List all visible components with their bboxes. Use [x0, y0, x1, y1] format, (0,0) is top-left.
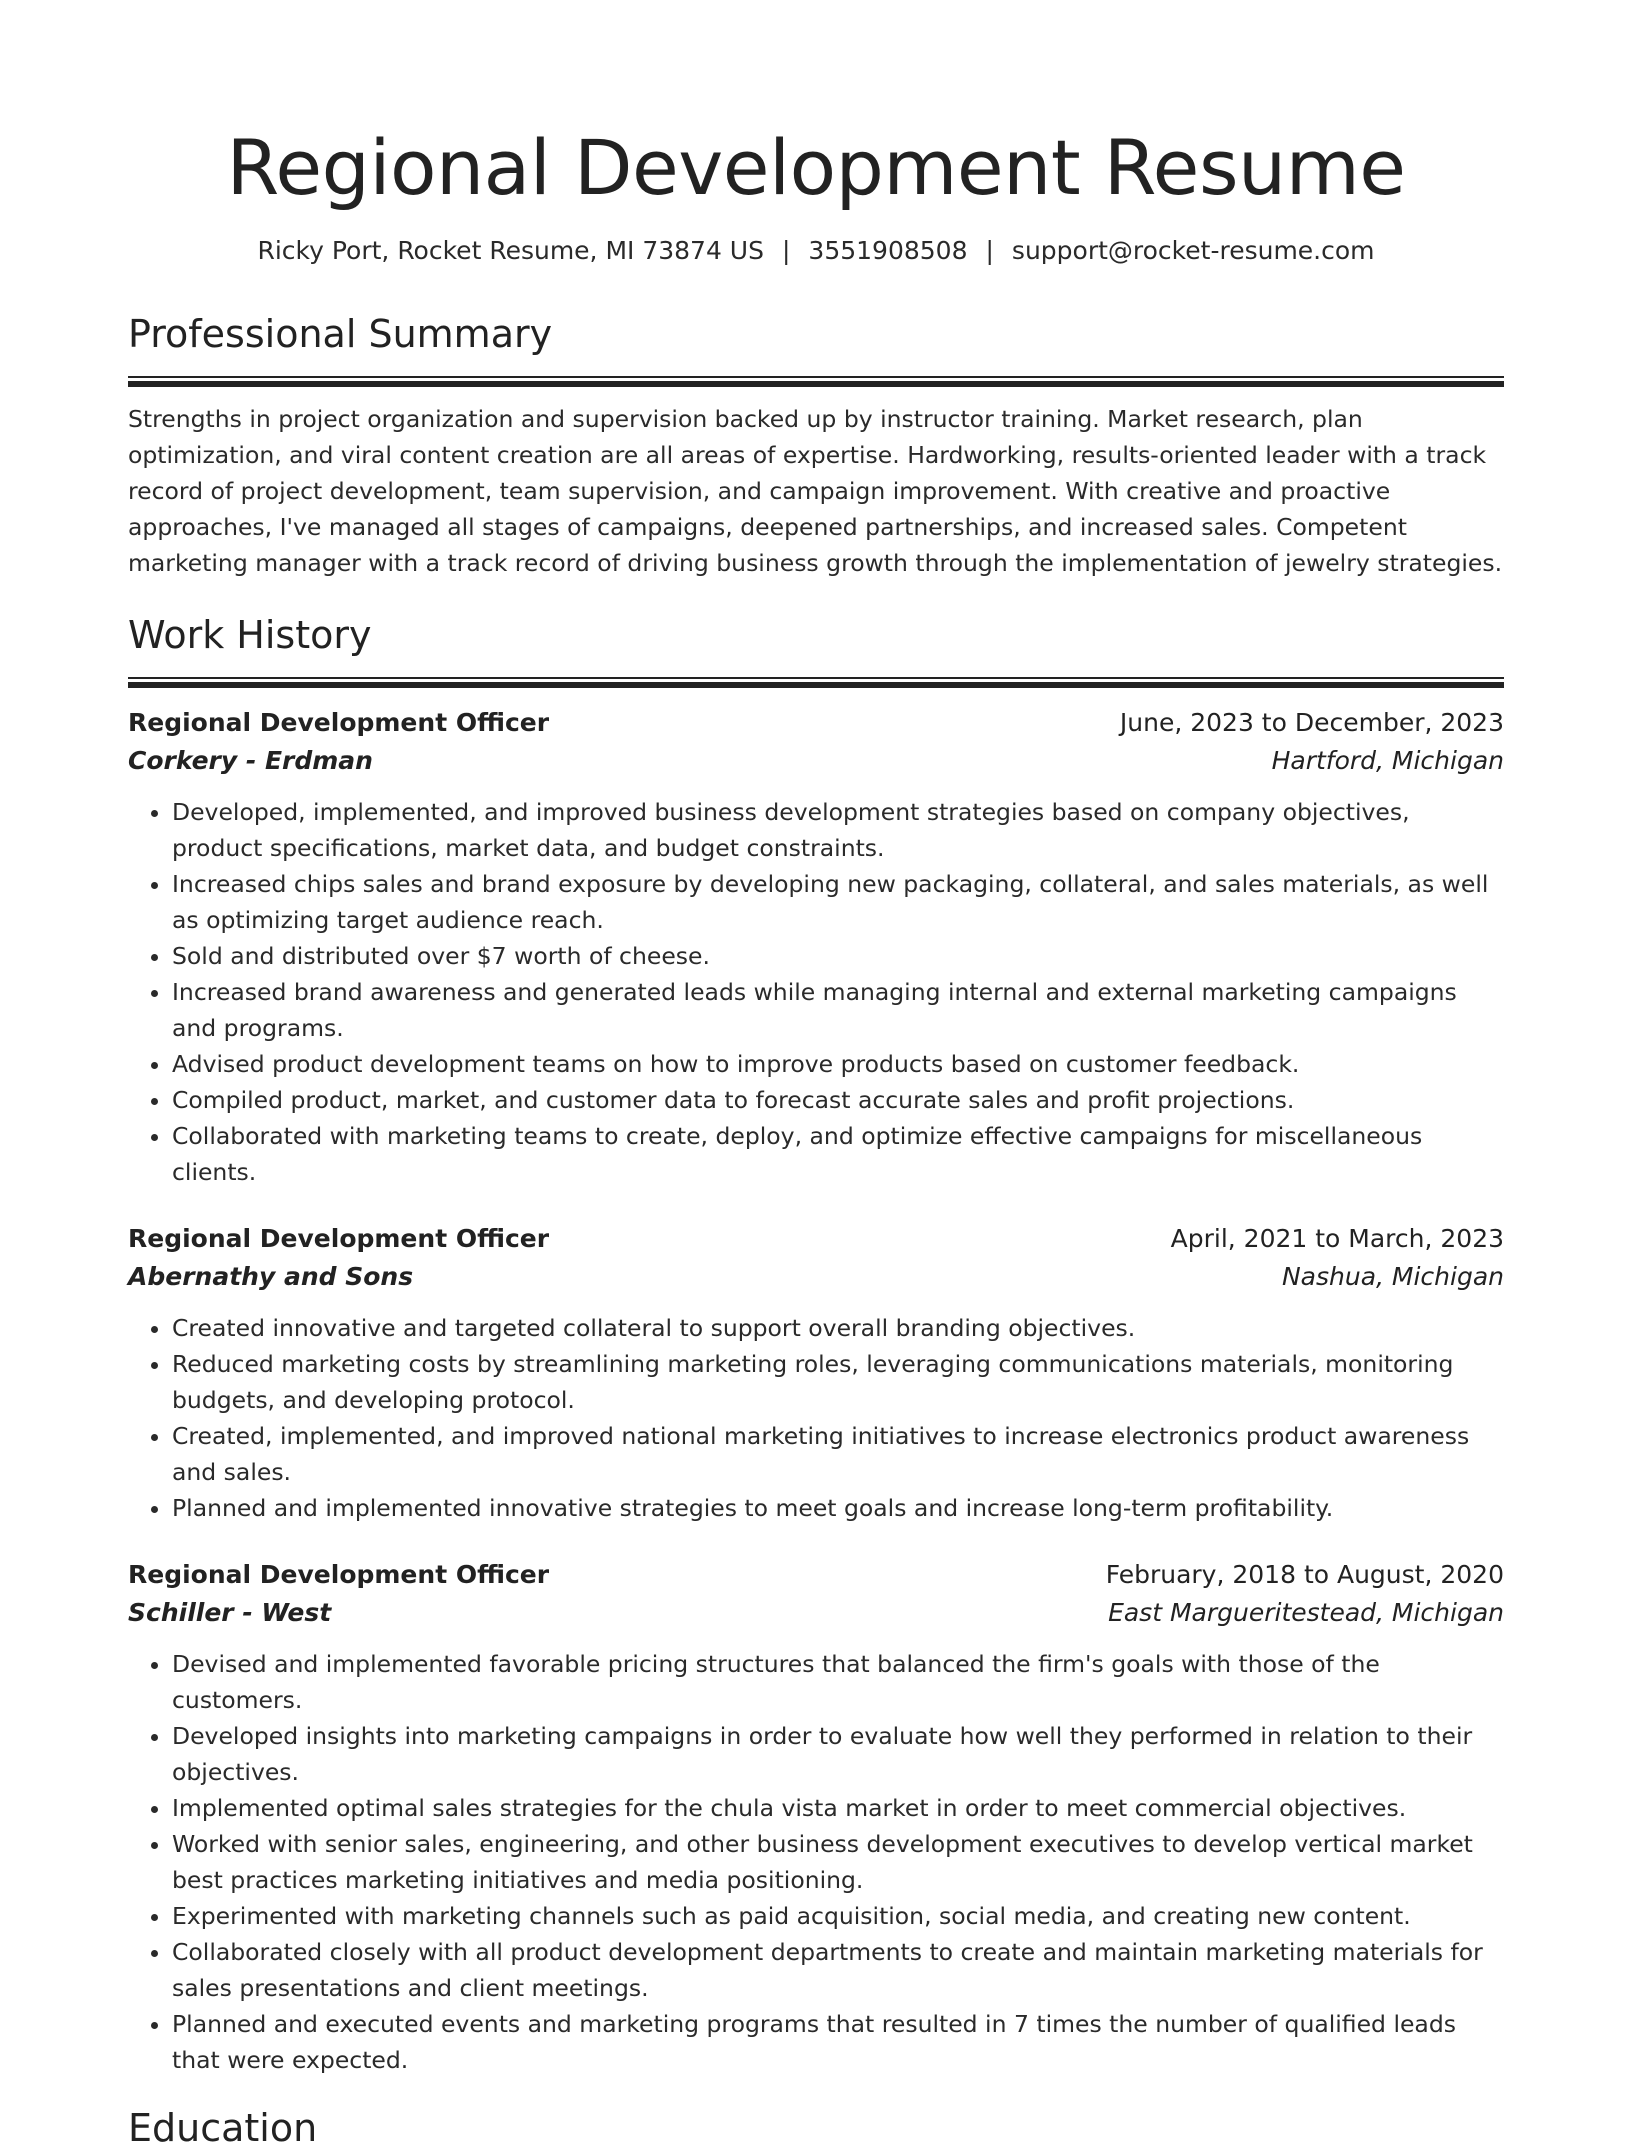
job-title: Regional Development Officer [128, 1560, 550, 1589]
job-location: Nashua, Michigan [1281, 1262, 1504, 1291]
job-bullet: • Worked with senior sales, engineering, and other business development executives to develop vertical market best practices marketing initiatives and media positioning. [172, 1826, 1504, 1898]
job-bullet: • Experimented with marketing channels such as paid acquisition, social media, and creating new content. [172, 1898, 1504, 1934]
education-heading: Education [128, 2106, 318, 2150]
contact-phone: 3551908508 [808, 236, 968, 265]
job-location: East Margueritestead, Michigan [1108, 1598, 1504, 1627]
job-company: Abernathy and Sons [128, 1262, 414, 1291]
job-bullet: • Increased chips sales and brand exposure by developing new packaging, collateral, and sales materials, as well as optimizing target audience reach. [172, 866, 1504, 938]
summary-heading: Professional Summary [128, 312, 553, 356]
page-title: Regional Development Resume [226, 123, 1406, 212]
job-header-row [128, 1220, 1504, 1258]
contact-address: Ricky Port, Rocket Resume, MI 73874 US [257, 236, 764, 265]
job-header-row [128, 1556, 1504, 1594]
job-bullet: • Planned and executed events and marketing programs that resulted in 7 times the number of qualified leads that were expected. [172, 2006, 1504, 2078]
job-dates: February, 2018 to August, 2020 [1105, 1560, 1504, 1589]
job-bullet: • Advised product development teams on how to improve products based on customer feedback. [172, 1046, 1504, 1082]
job-bullet: • Created innovative and targeted collateral to support overall branding objectives. [172, 1310, 1504, 1346]
work-history-section [128, 611, 1504, 2078]
job-bullet: • Collaborated closely with all product development departments to create and maintain marketing materials for sales presentations and client meetings. [172, 1934, 1504, 2006]
job-bullet: • Increased brand awareness and generated leads while managing internal and external marketing campaigns and programs. [172, 974, 1504, 1046]
resume-page [128, 0, 1504, 2152]
summary-section [128, 310, 1504, 581]
job-bullet: • Developed insights into marketing campaigns in order to evaluate how well they performed in relation to their objectives. [172, 1718, 1504, 1790]
job-company-row [128, 1258, 1504, 1296]
job-bullet: • Created, implemented, and improved national marketing initiatives to increase electronics product awareness and sales. [172, 1418, 1504, 1490]
job-entry [128, 1556, 1504, 2078]
job-bullet: • Devised and implemented favorable pricing structures that balanced the firm's goals with those of the customers. [172, 1646, 1504, 1718]
job-company-row [128, 1594, 1504, 1632]
section-divider [128, 677, 1504, 688]
contact-separator: | [985, 236, 994, 265]
job-bullet: • Sold and distributed over $7 worth of cheese. [172, 938, 1504, 974]
job-bullet: • Reduced marketing costs by streamlining marketing roles, leveraging communications materials, monitoring budgets, and developing protocol. [172, 1346, 1504, 1418]
job-dates: June, 2023 to December, 2023 [1119, 708, 1504, 737]
summary-text: Strengths in project organization and supervision backed up by instructor training. Market research, plan optimization, and viral content creation are all areas of expertise. Hardworking, results-oriented leader with a track record of project development, team supervision, and campaign improvement. With creative and proactive approaches, I've managed all stages of campaigns, deepened partnerships, and increased sales. Competent marketing manager with a track record of driving business growth through the implementation of jewelry strategies. [128, 405, 1503, 577]
job-title: Regional Development Officer [128, 1224, 550, 1253]
job-dates: April, 2021 to March, 2023 [1170, 1224, 1504, 1253]
education-section [128, 2104, 1504, 2152]
job-bullet: • Planned and implemented innovative strategies to meet goals and increase long-term profitability. [172, 1490, 1504, 1526]
work-history-heading: Work History [128, 613, 372, 657]
job-bullet: • Compiled product, market, and customer data to forecast accurate sales and profit projections. [172, 1082, 1504, 1118]
job-location: Hartford, Michigan [1271, 746, 1504, 775]
job-bullets [128, 794, 1504, 1190]
job-header-row [128, 704, 1504, 742]
job-bullets [128, 1310, 1504, 1526]
job-bullet: • Developed, implemented, and improved business development strategies based on company objectives, product specifications, market data, and budget constraints. [172, 794, 1504, 866]
contact-separator: | [781, 236, 791, 265]
job-bullets [128, 1646, 1504, 2078]
job-entry [128, 704, 1504, 1190]
job-title: Regional Development Officer [128, 708, 550, 737]
section-divider [128, 376, 1504, 387]
job-entry [128, 1220, 1504, 1526]
job-company-row [128, 742, 1504, 780]
job-company: Schiller - West [128, 1598, 332, 1627]
job-bullet: • Implemented optimal sales strategies for the chula vista market in order to meet commercial objectives. [172, 1790, 1504, 1826]
contact-line [128, 234, 1504, 268]
job-company: Corkery - Erdman [128, 746, 373, 775]
job-bullet: • Collaborated with marketing teams to create, deploy, and optimize effective campaigns for miscellaneous clients. [172, 1118, 1504, 1190]
contact-email[interactable]: support@rocket-resume.com [1011, 236, 1375, 265]
